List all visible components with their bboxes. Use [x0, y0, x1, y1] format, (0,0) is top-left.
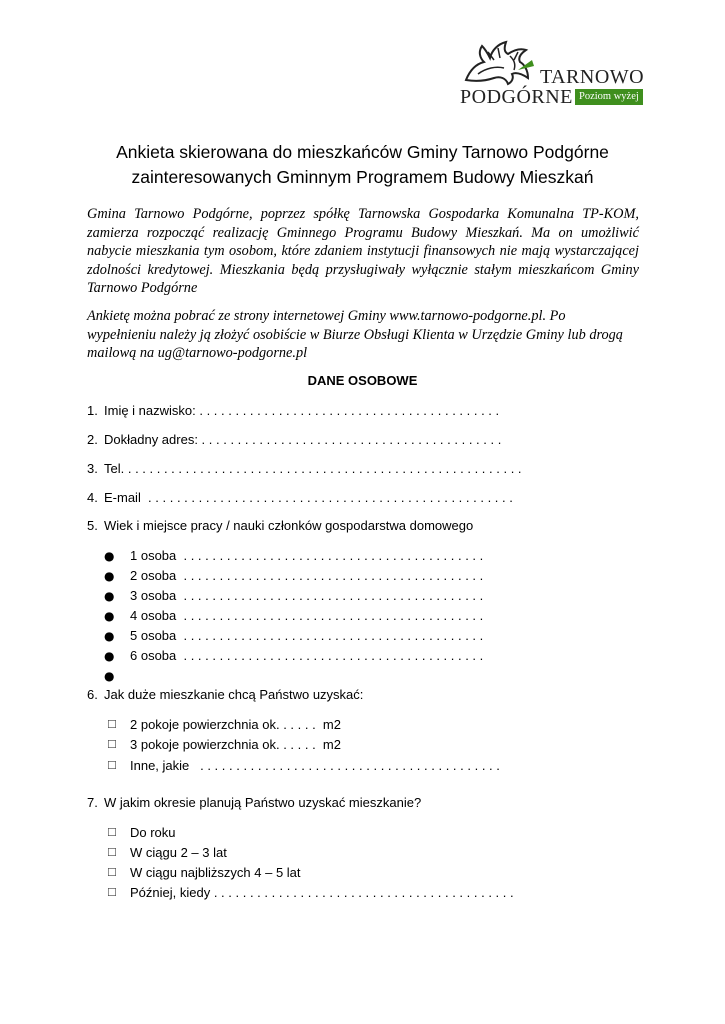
option-later[interactable]: Później, kiedy . . . . . . . . . . . . . . . . . . . . . . . . . . . . . . . . . . . . . . . . . .: [130, 885, 514, 900]
household-member-6[interactable]: 6 osoba . . . . . . . . . . . . . . . . . . . . . . . . . . . . . . . . . . . . . . . . . .: [130, 648, 484, 663]
field-number: 5.: [87, 518, 98, 533]
field-label: Dokładny adres: . . . . . . . . . . . . . . . . . . . . . . . . . . . . . . . . . . . . . . . . . .: [104, 432, 502, 447]
field-label: Imię i nazwisko: . . . . . . . . . . . . . . . . . . . . . . . . . . . . . . . . . . . . . . . . . .: [104, 403, 500, 418]
question-text: Jak duże mieszkanie chcą Państwo uzyskać:: [104, 687, 364, 702]
field-address[interactable]: [87, 432, 501, 448]
bullet-icon: ●: [104, 629, 115, 643]
page-title: [80, 140, 645, 190]
field-phone[interactable]: [87, 461, 522, 477]
option-within-year[interactable]: Do roku: [130, 825, 176, 840]
checkbox-icon[interactable]: ☐: [107, 759, 117, 772]
title-line-2: zainteresowanych Gminnym Programem Budowy Mieszkań: [131, 167, 594, 187]
field-name[interactable]: [87, 403, 499, 419]
bullet-icon: ●: [104, 649, 115, 663]
household-member-1[interactable]: 1 osoba . . . . . . . . . . . . . . . . . . . . . . . . . . . . . . . . . . . . . . . . . .: [130, 548, 484, 563]
instructions-line-1: Ankietę można pobrać ze strony internetowej Gminy www.tarnowo-podgorne.pl. Po: [87, 308, 566, 324]
checkbox-icon[interactable]: ☐: [107, 826, 117, 839]
instructions-line-3: mailową na ug@tarnowo-podgorne.pl: [87, 345, 308, 361]
field-number: 4.: [87, 490, 98, 505]
bullet-icon: ●: [104, 609, 115, 623]
instructions-line-2: wypełnieniu należy ją złożyć osobiście w Biurze Obsługi Klienta w Urzędzie Gminy lub drogą: [87, 326, 623, 343]
checkbox-icon[interactable]: ☐: [107, 718, 117, 731]
household-member-2[interactable]: 2 osoba . . . . . . . . . . . . . . . . . . . . . . . . . . . . . . . . . . . . . . . . . .: [130, 568, 484, 583]
household-member-5[interactable]: 5 osoba . . . . . . . . . . . . . . . . . . . . . . . . . . . . . . . . . . . . . . . . . .: [130, 628, 484, 643]
option-other-size[interactable]: Inne, jakie . . . . . . . . . . . . . . . . . . . . . . . . . . . . . . . . . . . . . . . . . .: [130, 758, 500, 773]
bullet-icon: ●: [104, 549, 115, 563]
intro-paragraph: Gmina Tarnowo Podgórne, poprzez spółkę Tarnowska Gospodarka Komunalna TP-KOM, zamierza rozpocząć realizację Gminnego Programu Budowy Mieszkań. Ma on umożliwić nabycie mieszkania tym osobom, które zdaniem instytucji finansowych nie mają wystarczającej zdolności kredytowej. Mieszkania będą przysługiwały wyłącznie stałym mieszkańcom Gminy Tarnowo Podgórne: [87, 206, 639, 296]
field-label: Tel. . . . . . . . . . . . . . . . . . . . . . . . . . . . . . . . . . . . . . . . . . . . . . . . . . . . . . . .: [104, 461, 522, 476]
section-heading: DANE OSOBOWE: [307, 373, 418, 388]
question-number: 6.: [87, 687, 98, 702]
logo-text-podgorne: PODGÓRNE: [460, 86, 573, 108]
field-email[interactable]: [87, 490, 513, 506]
question-text: W jakim okresie planują Państwo uzyskać mieszkanie?: [104, 795, 422, 810]
checkbox-icon[interactable]: ☐: [107, 866, 117, 879]
field-household-heading: [87, 518, 473, 534]
checkbox-icon[interactable]: ☐: [107, 846, 117, 859]
municipality-logo: [458, 40, 643, 108]
checkbox-icon[interactable]: ☐: [107, 886, 117, 899]
field-label: E-mail . . . . . . . . . . . . . . . . . . . . . . . . . . . . . . . . . . . . . . . . . . . . . . . . . . .: [104, 490, 513, 505]
logo-text-tarnowo: TARNOWO: [540, 66, 645, 88]
question-apartment-size: [87, 687, 363, 703]
field-number: 2.: [87, 432, 98, 447]
household-member-4[interactable]: 4 osoba . . . . . . . . . . . . . . . . . . . . . . . . . . . . . . . . . . . . . . . . . .: [130, 608, 484, 623]
bullet-icon: ●: [104, 589, 115, 603]
option-3-rooms[interactable]: 3 pokoje powierzchnia ok. . . . . . m2: [130, 737, 341, 752]
griffin-logo-icon: [458, 40, 538, 86]
field-number: 3.: [87, 461, 98, 476]
bullet-icon: ●: [104, 669, 115, 683]
option-2-rooms[interactable]: 2 pokoje powierzchnia ok. . . . . . m2: [130, 717, 341, 732]
option-2-3-years[interactable]: W ciągu 2 – 3 lat: [130, 845, 227, 860]
checkbox-icon[interactable]: ☐: [107, 738, 117, 751]
title-line-1: Ankieta skierowana do mieszkańców Gminy Tarnowo Podgórne: [116, 142, 609, 162]
bullet-icon: ●: [104, 569, 115, 583]
household-member-3[interactable]: 3 osoba . . . . . . . . . . . . . . . . . . . . . . . . . . . . . . . . . . . . . . . . . .: [130, 588, 484, 603]
logo-slogan-badge: Poziom wyżej: [575, 89, 643, 105]
field-number: 1.: [87, 403, 98, 418]
question-timeframe: [87, 795, 421, 811]
instructions-paragraph: [87, 307, 647, 363]
field-label: Wiek i miejsce pracy / nauki członków gospodarstwa domowego: [104, 518, 474, 533]
question-number: 7.: [87, 795, 98, 810]
option-4-5-years[interactable]: W ciągu najbliższych 4 – 5 lat: [130, 865, 301, 880]
